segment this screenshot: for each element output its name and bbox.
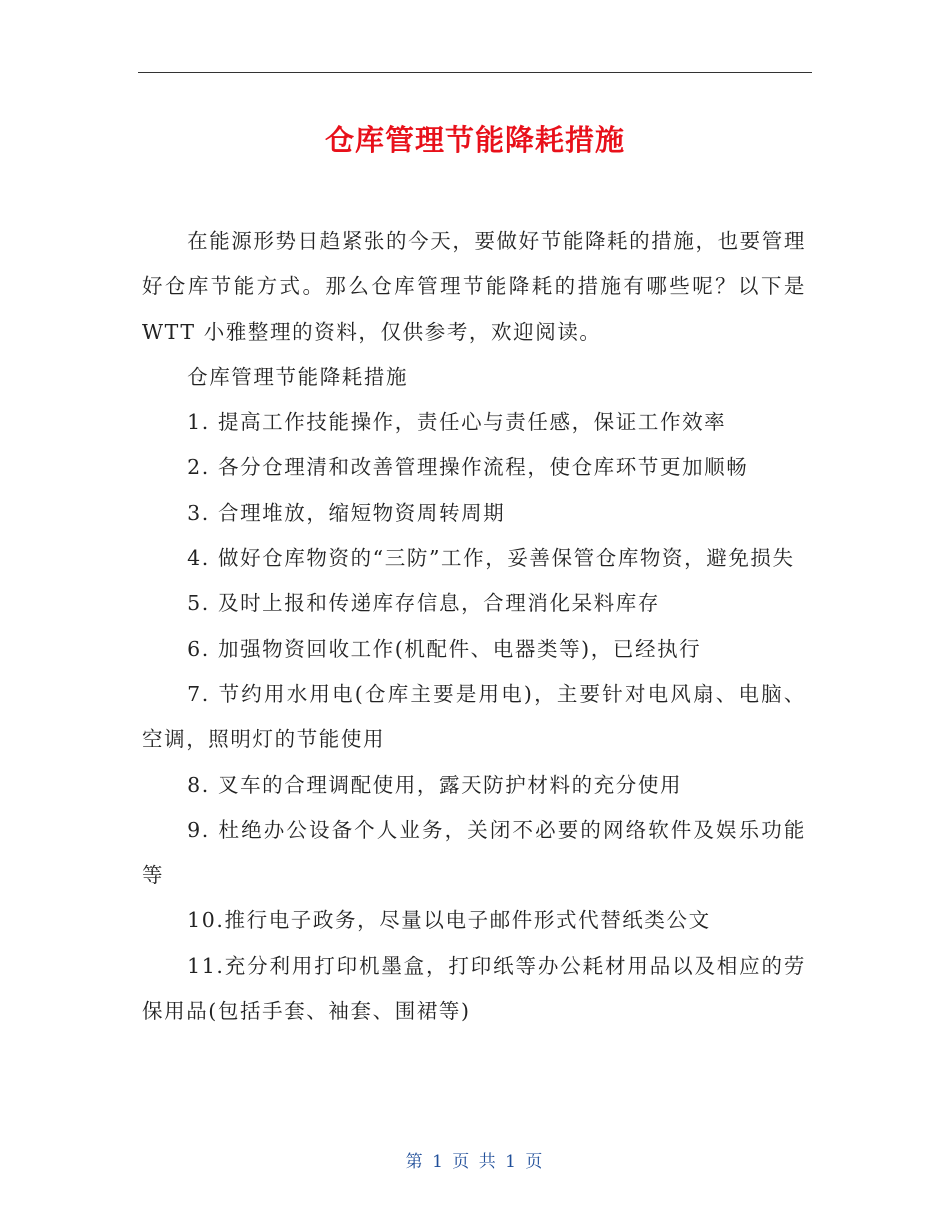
document-title: 仓库管理节能降耗措施 [324, 123, 625, 157]
list-item: 9. 杜绝办公设备个人业务，关闭不必要的网络软件及娱乐功能等 [142, 817, 806, 888]
page-number: 第 1 页 共 1 页 [405, 1152, 545, 1172]
list-item: 2. 各分仓理清和改善管理操作流程，使仓库环节更加顺畅 [187, 455, 749, 480]
list-item: 11.充分利用打印机墨盒，打印纸等办公耗材用品以及相应的劳保用品(包括手套、袖套、围裙等) [142, 953, 806, 1024]
list-item: 6. 加强物资回收工作(机配件、电器类等)，已经执行 [187, 636, 702, 661]
list-item: 8. 叉车的合理调配使用，露天防护材料的充分使用 [187, 772, 683, 797]
paragraph-intro: 在能源形势日趋紧张的今天，要做好节能降耗的措施，也要管理好仓库节能方式。那么仓库管理节能降耗的措施有哪些呢？以下是 WTT 小雅整理的资料，仅供参考，欢迎阅读。 [142, 229, 806, 344]
list-item: 5. 及时上报和传递库存信息，合理消化呆料库存 [187, 591, 660, 616]
list-item: 4. 做好仓库物资的“三防”工作，妥善保管仓库物资，避免损失 [187, 546, 795, 571]
list-item: 10.推行电子政务，尽量以电子邮件形式代替纸类公文 [187, 908, 711, 933]
list-item: 1. 提高工作技能操作，责任心与责任感，保证工作效率 [187, 410, 727, 435]
header-rule [138, 72, 812, 73]
list-item: 3. 合理堆放，缩短物资周转周期 [187, 500, 506, 525]
document-body [142, 219, 806, 1034]
paragraph-subheading: 仓库管理节能降耗措施 [187, 364, 409, 389]
list-item: 7. 节约用水用电(仓库主要是用电)，主要针对电风扇、电脑、空调，照明灯的节能使用 [142, 681, 806, 752]
